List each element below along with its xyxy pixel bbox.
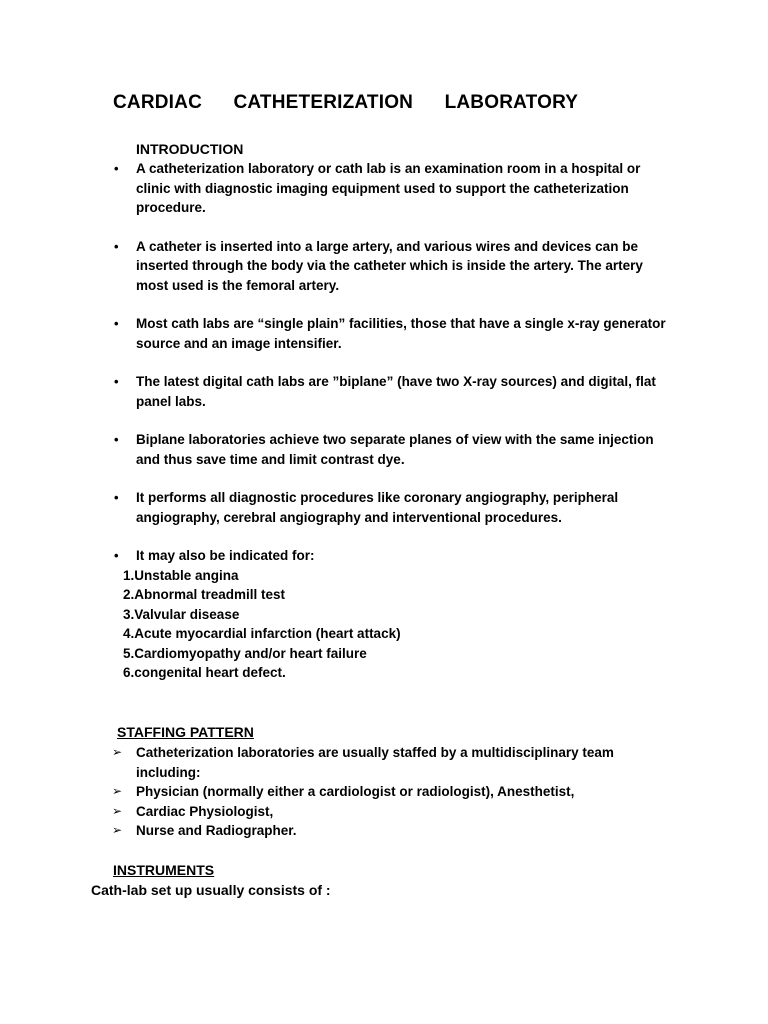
- bullet-icon: •: [114, 316, 119, 331]
- bullet-text: A catheter is inserted into a large artery, and various wires and devices can be inserted through the body via the catheter which is inside the artery. The artery most used is the femoral artery.: [136, 238, 643, 293]
- bullet-icon: •: [114, 238, 119, 254]
- arrow-bullet-icon: ➢: [112, 803, 123, 818]
- arrow-bullet-icon: ➢: [112, 784, 123, 798]
- bullet-icon: •: [114, 161, 119, 176]
- staffing-item: [0, 821, 676, 841]
- staffing-item: [0, 743, 676, 782]
- instruments-setup-line: Cath-lab set up usually consists of :: [91, 882, 331, 898]
- bullet-item: [0, 430, 676, 469]
- bullet-text: A catheterization laboratory or cath lab is an examination room in a hospital or clinic with diagnostic imaging equipment used to support the catheterization procedure.: [136, 161, 641, 215]
- bullet-icon: •: [114, 374, 119, 389]
- bullet-item: [0, 159, 676, 218]
- indication-item: 1.Unstable angina: [123, 567, 239, 583]
- bullet-item: [0, 237, 676, 296]
- bullet-text: Most cath labs are “single plain” facilities, those that have a single x-ray generator source and an image intensifier.: [136, 316, 666, 351]
- staffing-text: Nurse and Radiographer.: [136, 823, 297, 838]
- introduction-heading: INTRODUCTION: [136, 141, 244, 157]
- indication-item: 4.Acute myocardial infarction (heart attack): [123, 626, 401, 641]
- bullet-text: The latest digital cath labs are ”biplane” (have two X-ray sources) and digital, flat panel labs.: [136, 374, 656, 409]
- indication-list: [123, 566, 676, 683]
- page-title: CARDIAC CATHETERIZATION LABORATORY: [113, 92, 579, 113]
- bullet-item: [0, 372, 676, 411]
- bullet-text: It performs all diagnostic procedures like coronary angiography, peripheral angiography, cerebral angiography and interventional procedures.: [136, 490, 619, 525]
- staffing-text: Cardiac Physiologist,: [136, 803, 274, 819]
- instruments-heading: INSTRUMENTS: [113, 862, 215, 878]
- staffing-item: [0, 782, 676, 802]
- staffing-heading: STAFFING PATTERN: [117, 724, 254, 740]
- bullet-item-indications: [0, 546, 676, 683]
- indication-item: 2.Abnormal treadmill test: [123, 587, 286, 602]
- staffing-list: [0, 743, 768, 841]
- bullet-icon: •: [114, 548, 119, 563]
- staffing-text: Catheterization laboratories are usually staffed by a multidisciplinary team including:: [136, 745, 614, 780]
- staffing-text: Physician (normally either a cardiologist or radiologist), Anesthetist,: [136, 784, 575, 799]
- indication-item: 6.congenital heart defect.: [123, 665, 286, 680]
- indication-item: 3.Valvular disease: [123, 606, 240, 622]
- bullet-item: [0, 314, 676, 353]
- introduction-bullet-list: [0, 159, 768, 702]
- bullet-text: It may also be indicated for:: [136, 548, 315, 563]
- bullet-item: [0, 488, 676, 527]
- bullet-text: Biplane laboratories achieve two separate planes of view with the same injection and thus save time and limit contrast dye.: [136, 432, 654, 467]
- indication-item: 5.Cardiomyopathy and/or heart failure: [123, 645, 367, 661]
- bullet-icon: •: [114, 490, 119, 505]
- arrow-bullet-icon: ➢: [112, 745, 123, 759]
- bullet-icon: •: [114, 432, 119, 447]
- arrow-bullet-icon: ➢: [112, 823, 123, 837]
- staffing-item: [0, 802, 676, 822]
